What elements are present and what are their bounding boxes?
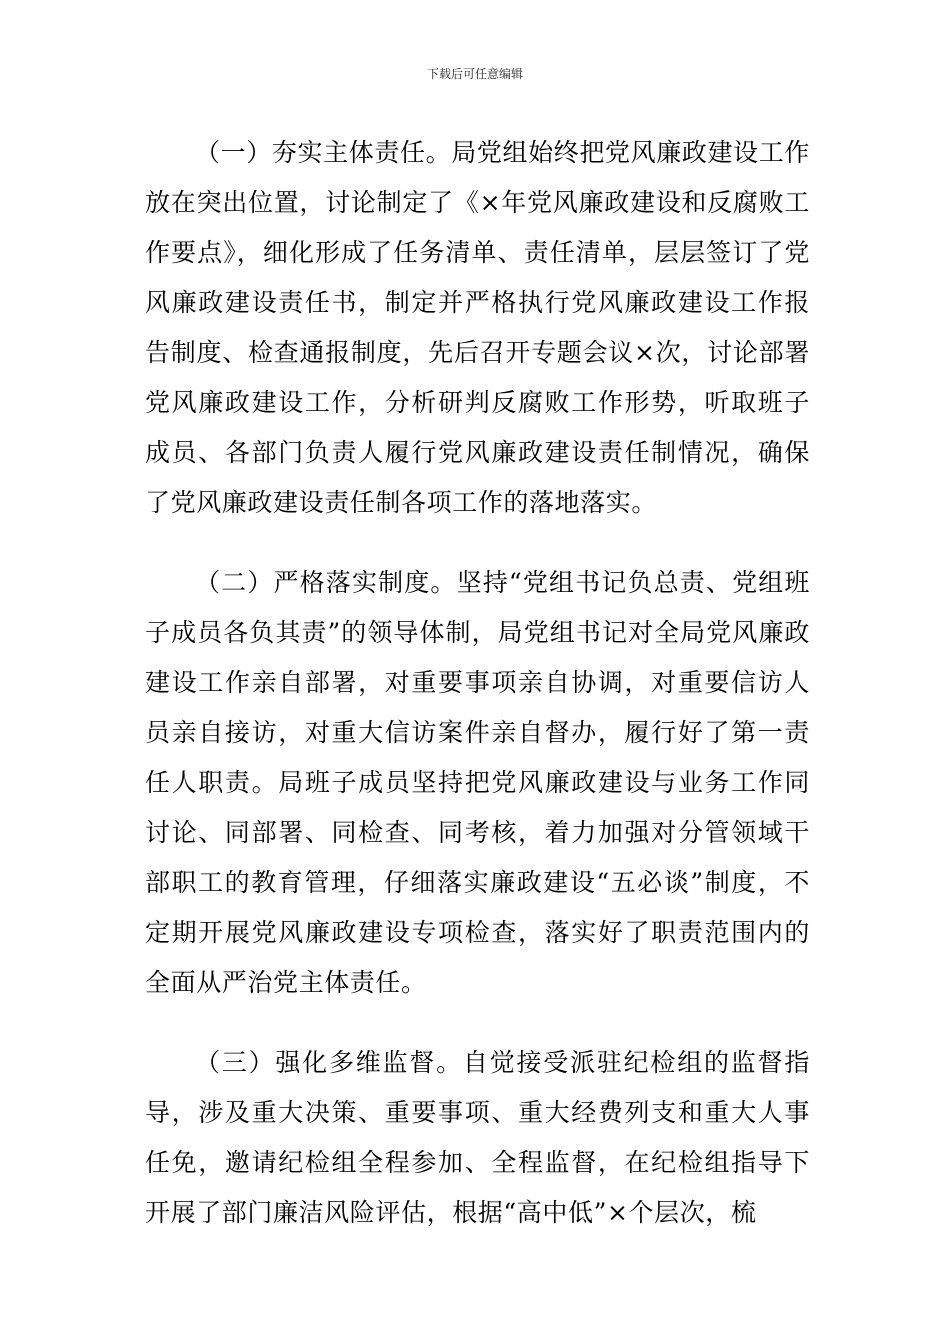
paragraph-3: （三）强化多维监督。自觉接受派驻纪检组的监督指导，涉及重大决策、重要事项、重大经费列支和重大人事任免，邀请纪检组全程参加、全程监督，在纪检组指导下开展了部门廉洁风险评估，根据“高中低”×个层次，梳 xyxy=(145,1048,810,1227)
paragraph-2: （二）严格落实制度。坚持“党组书记负总责、党组班子成员各负其责”的领导体制，局党组书记对全局党风廉政建设工作亲自部署，对重要事项亲自协调，对重要信访人员亲自接访，对重大信访案件亲自督办，履行好了第一责任人职责。局班子成员坚持把党风廉政建设与业务工作同讨论、同部署、同检查、同考核，着力加强对分管领域干部职工的教育管理，仔细落实廉政建设“五必谈”制度，不定期开展党风廉政建设专项检查，落实好了职责范围内的全面从严治党主体责任。 xyxy=(145,568,810,997)
page-header: 下载后可任意编辑 xyxy=(426,67,523,81)
paragraph-1: （一）夯实主体责任。局党组始终把党风廉政建设工作放在突出位置，讨论制定了《×年党风廉政建设和反腐败工作要点》，细化形成了任务清单、责任清单，层层签订了党风廉政建设责任书，制定并严格执行党风廉政建设工作报告制度、检查通报制度，先后召开专题会议×次，讨论部署党风廉政建设工作，分析研判反腐败工作形势，听取班子成员、各部门负责人履行党风廉政建设责任制情况，确保了党风廉政建设责任制各项工作的落地落实。 xyxy=(145,138,810,517)
document-body xyxy=(145,128,810,1238)
